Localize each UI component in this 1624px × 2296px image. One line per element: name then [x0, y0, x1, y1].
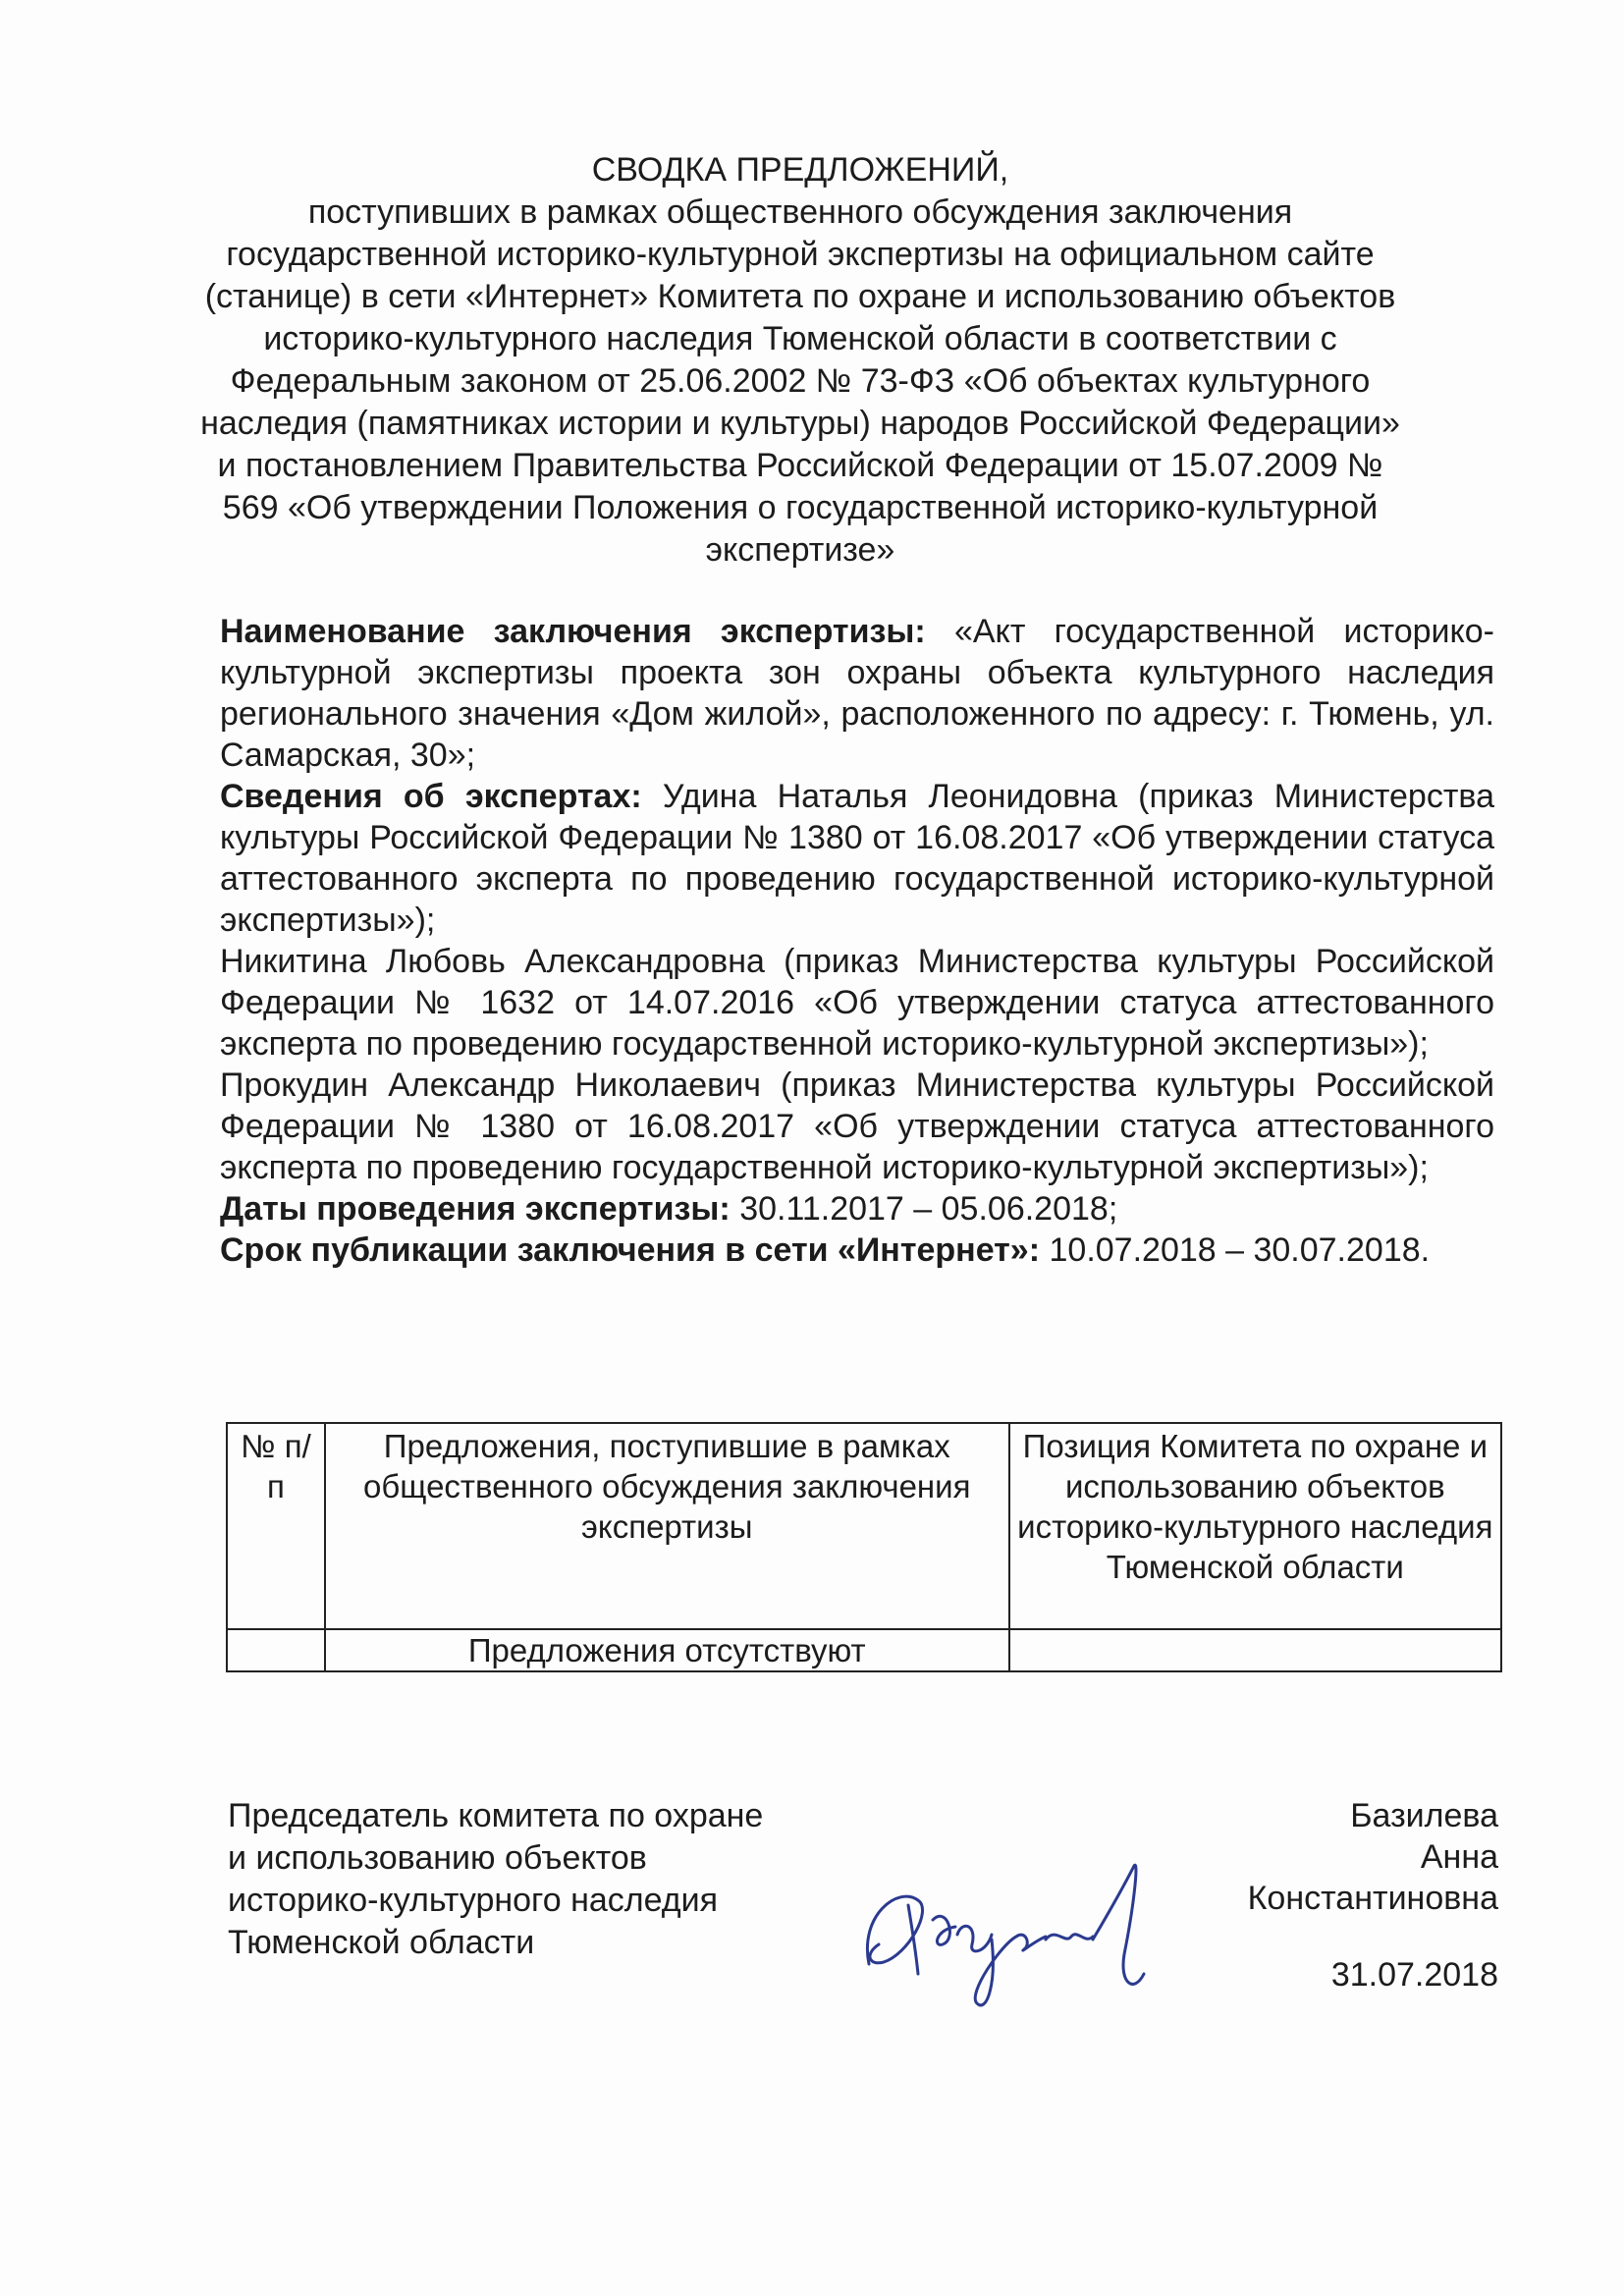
expertise-dates-value: 30.11.2017 – 05.06.2018;: [739, 1190, 1118, 1228]
experts-paragraph: [220, 776, 1494, 941]
proposals-table: [226, 1422, 1502, 1672]
signatory-surname: Базилева: [1350, 1797, 1498, 1834]
document-subtitle: поступивших в рамках общественного обсуждения заключения государственной историко-культурной экспертизы на официальном сайте (станице) в сети «Интернет» Комитета по охране и использованию объектов историко-культурного наследия Тюменской области в соответствии с Федеральным законом от 25.06.2002 № 73-ФЗ «Об объектах культурного наследия (памятниках истории и культуры) народов Российской Федерации» и постановлением Правительства Российской Федерации от 15.07.2009 № 569 «Об утверждении Положения о государственной историко-культурной экспертизе»: [200, 193, 1400, 569]
signatory-position-line: Председатель комитета по охране: [228, 1797, 764, 1834]
signatory-name: [1129, 1795, 1498, 1919]
table-cell-position: [1009, 1629, 1501, 1671]
expertise-name-paragraph: [220, 611, 1494, 776]
table-cell-proposal: Предложения отсутствуют: [325, 1629, 1009, 1671]
expertise-dates-label: Даты проведения экспертизы:: [220, 1190, 731, 1228]
document-header: [196, 149, 1404, 572]
signatory-position-line: историко-культурного наследия: [228, 1882, 718, 1919]
experts-label: Сведения об экспертах:: [220, 778, 642, 815]
signatory-patronymic: Константиновна: [1247, 1880, 1498, 1917]
publication-period-paragraph: [220, 1230, 1494, 1271]
table-header-row: [227, 1423, 1501, 1629]
signatory-position-line: и использованию объектов: [228, 1839, 647, 1877]
signature-date: 31.07.2018: [1330, 1956, 1498, 1994]
handwritten-signature: [839, 1846, 1173, 2023]
expertise-name-value: «Акт государственной историко-культурной экспертизы проекта зон охраны объекта культурного наследия регионального значения «Дом жилой», расположенного по адресу: г. Тюмень, ул. Самарская, 30»;: [220, 613, 1494, 774]
column-header-proposals: Предложения, поступившие в рамках общественного обсуждения заключения экспертизы: [325, 1423, 1009, 1629]
column-header-number: № п/п: [227, 1423, 325, 1629]
table-cell-number: [227, 1629, 325, 1671]
signatory-position-line: Тюменской области: [228, 1924, 535, 1961]
document-title: СВОДКА ПРЕДЛОЖЕНИЙ,: [591, 151, 1009, 189]
expert-3: Прокудин Александр Николаевич (приказ Министерства культуры Российской Федерации № 1380 от 16.08.2017 «Об утверждении статуса аттестованного эксперта по проведению государственной историко-культурной экспертизы»);: [220, 1066, 1494, 1186]
publication-period-label: Срок публикации заключения в сети «Интернет»:: [220, 1231, 1041, 1269]
expertise-name-label: Наименование заключения экспертизы:: [220, 613, 926, 650]
expert-2: Никитина Любовь Александровна (приказ Министерства культуры Российской Федерации № 1632 от 14.07.2016 «Об утверждении статуса аттестованного эксперта по проведению государственной историко-культурной экспертизы»);: [220, 943, 1494, 1063]
publication-period-value: 10.07.2018 – 30.07.2018.: [1049, 1231, 1431, 1269]
column-header-committee-position: Позиция Комитета по охране и использованию объектов историко-культурного наследия Тюменской области: [1009, 1423, 1501, 1629]
expertise-info: [220, 611, 1494, 1271]
signatory-first-name: Анна: [1420, 1838, 1498, 1876]
table-row: [227, 1629, 1501, 1671]
expert-1: Удина Наталья Леонидовна (приказ Министерства культуры Российской Федерации № 1380 от 16.08.2017 «Об утверждении статуса аттестованного эксперта по проведению государственной историко-культурной экспертизы»);: [220, 778, 1494, 939]
expertise-dates-paragraph: [220, 1188, 1494, 1230]
signatory-position: [228, 1795, 856, 1964]
